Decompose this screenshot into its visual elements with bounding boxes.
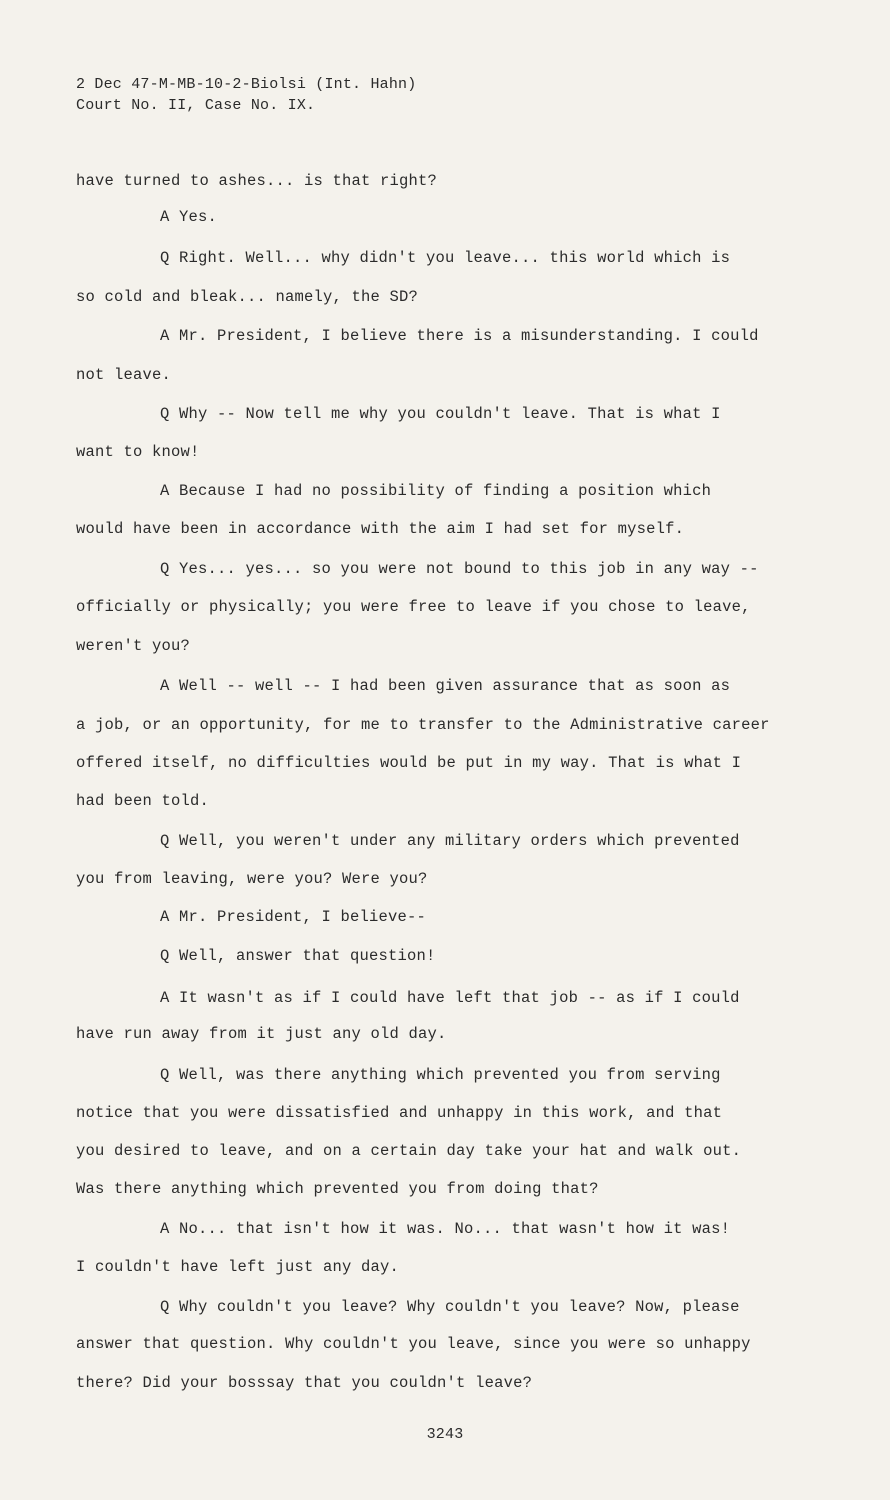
transcript-line: weren't you?: [76, 637, 191, 655]
transcript-line: have run away from it just any old day.: [76, 1025, 447, 1043]
answer-line: A Yes.: [160, 208, 218, 226]
transcript-line: so cold and bleak... namely, the SD?: [76, 288, 419, 306]
transcript-line: would have been in accordance with the aim I had set for myself.: [76, 520, 685, 538]
answer-line: A Mr. President, I believe there is a misunderstanding. I could: [160, 327, 759, 345]
document-header: [76, 74, 416, 116]
question-line: Q Right. Well... why didn't you leave... this world which is: [160, 249, 731, 267]
transcript-line: a job, or an opportunity, for me to transfer to the Administrative career: [76, 716, 770, 734]
question-line: Q Why couldn't you leave? Why couldn't you leave? Now, please: [160, 1298, 740, 1316]
transcript-line: not leave.: [76, 366, 172, 384]
question-line: Q Well, answer that question!: [160, 947, 436, 965]
page-number: 3243: [426, 1426, 464, 1443]
transcript-line: officially or physically; you were free to leave if you chose to leave,: [76, 598, 751, 616]
transcript-line: had been told.: [76, 792, 210, 810]
transcript-line: I couldn't have left just any day.: [76, 1258, 400, 1276]
question-line: Q Yes... yes... so you were not bound to this job in any way --: [160, 560, 759, 578]
transcript-line: have turned to ashes... is that right?: [76, 172, 438, 190]
question-line: Q Why -- Now tell me why you couldn't leave. That is what I: [160, 405, 721, 423]
answer-line: A It wasn't as if I could have left that job -- as if I could: [160, 989, 740, 1007]
answer-line: A Well -- well -- I had been given assurance that as soon as: [160, 677, 731, 695]
answer-line: A No... that isn't how it was. No... that wasn't how it was!: [160, 1220, 731, 1238]
header-reference: 2 Dec 47-M-MB-10-2-Biolsi (Int. Hahn): [76, 76, 417, 93]
question-line: Q Well, was there anything which prevented you from serving: [160, 1066, 721, 1084]
transcript-line: answer that question. Why couldn't you leave, since you were so unhappy: [76, 1335, 751, 1353]
answer-line: A Mr. President, I believe--: [160, 908, 427, 926]
transcript-line: want to know!: [76, 443, 200, 461]
transcript-line: you desired to leave, and on a certain day take your hat and walk out.: [76, 1142, 742, 1160]
transcript-line: you from leaving, were you? Were you?: [76, 870, 428, 888]
answer-line: A Because I had no possibility of finding a position which: [160, 482, 712, 500]
header-court-case: Court No. II, Case No. IX.: [76, 97, 316, 114]
transcript-line: Was there anything which prevented you from doing that?: [76, 1180, 599, 1198]
transcript-line: there? Did your bosssay that you couldn't leave?: [76, 1374, 533, 1392]
transcript-line: offered itself, no difficulties would be put in my way. That is what I: [76, 754, 742, 772]
question-line: Q Well, you weren't under any military orders which prevented: [160, 832, 740, 850]
transcript-line: notice that you were dissatisfied and unhappy in this work, and that: [76, 1104, 723, 1122]
